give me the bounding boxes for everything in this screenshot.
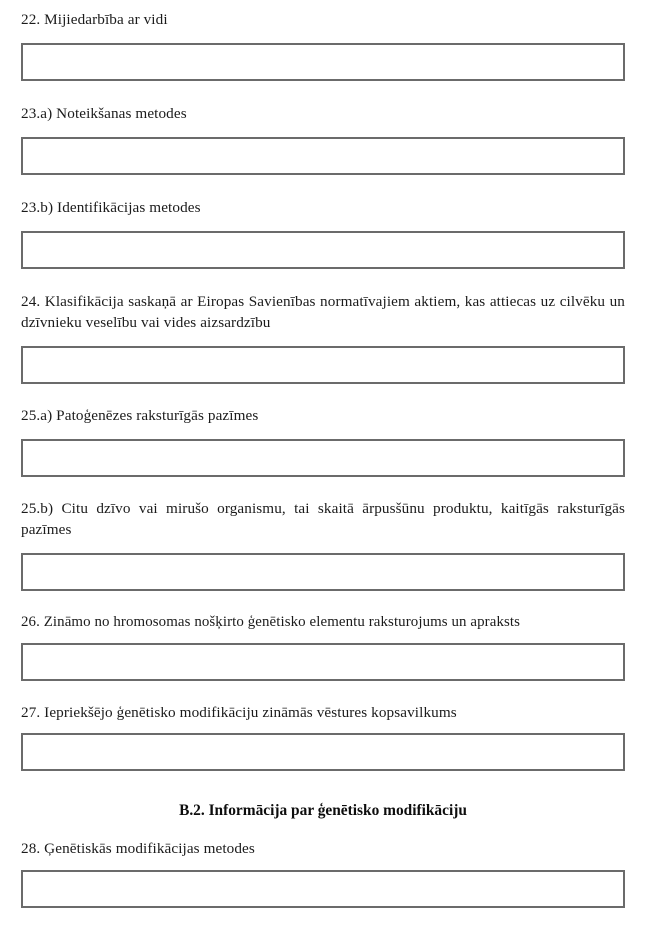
input-box-27[interactable] (21, 733, 625, 771)
section-heading-b2: B.2. Informācija par ģenētisko modifikāciju (179, 802, 467, 819)
form-field-group-23a (21, 81, 625, 175)
input-box-23b[interactable] (21, 231, 625, 269)
form-field-group-28 (21, 821, 625, 908)
question-label-25a: 25.a) Patoģenēzes raksturīgās pazīmes (21, 407, 259, 424)
input-box-28[interactable] (21, 870, 625, 908)
section-heading-block (21, 771, 625, 821)
input-box-23a[interactable] (21, 137, 625, 175)
question-label-27: 27. Iepriekšējo ģenētisko modifikāciju zināmās vēstures kopsavilkums (21, 704, 457, 721)
question-label-23b: 23.b) Identifikācijas metodes (21, 199, 201, 216)
form-field-group-23b (21, 175, 625, 269)
question-label-22: 22. Mijiedarbība ar vidi (21, 11, 168, 28)
question-label-25b: 25.b) Citu dzīvo vai mirušo organismu, tai skaitā ārpusšūnu produktu, kaitīgās raksturīgās pazīmes (21, 500, 625, 538)
input-box-22[interactable] (21, 43, 625, 81)
input-box-25b[interactable] (21, 553, 625, 591)
form-field-group-27 (21, 681, 625, 771)
form-field-group-25a (21, 384, 625, 477)
input-box-25a[interactable] (21, 439, 625, 477)
form-field-group-24 (21, 269, 625, 384)
form-field-group-26 (21, 591, 625, 681)
question-label-26: 26. Zināmo no hromosomas nošķirto ģenētisko elementu raksturojums un apraksts (21, 614, 521, 630)
question-label-28: 28. Ģenētiskās modifikācijas metodes (21, 840, 255, 857)
question-label-24: 24. Klasifikācija saskaņā ar Eiropas Savienības normatīvajiem aktiem, kas attiecas uz cilvēku un dzīvnieku veselību vai vides aizsardzību (21, 293, 625, 331)
input-box-24[interactable] (21, 346, 625, 384)
form-content (21, 0, 625, 908)
input-box-26[interactable] (21, 643, 625, 681)
form-field-group-25b (21, 477, 625, 591)
question-label-23a: 23.a) Noteikšanas metodes (21, 105, 187, 122)
form-field-group-22 (21, 0, 625, 81)
